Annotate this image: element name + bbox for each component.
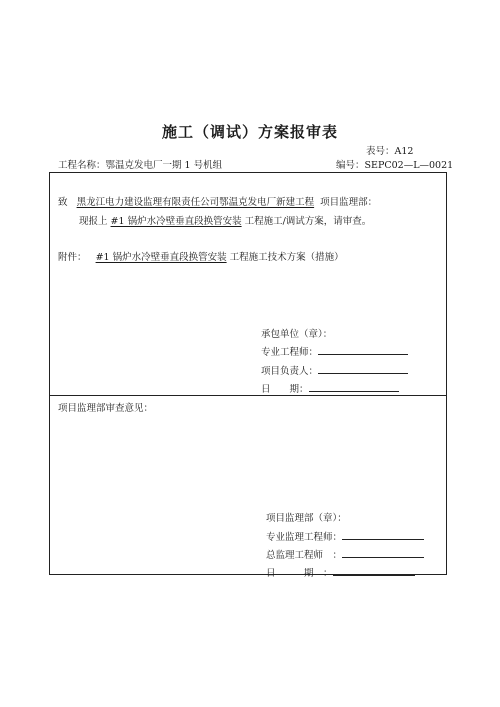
manager-signature-line[interactable] [318,364,408,374]
project-name: 鄂温克发电厂一期 1 号机组 [105,160,223,171]
addressee-line [58,194,377,208]
review-date-line[interactable] [333,566,415,576]
chief-label: 总监理工程师 ： [266,550,343,561]
chief-signature-line[interactable] [342,548,424,558]
supervisor-signature-line[interactable] [342,530,424,540]
chief-row [266,547,424,561]
engineer-row [261,344,408,358]
section-divider [49,395,447,396]
contractor-seal: 承包单位（章）： [261,329,333,340]
project-name-row [58,157,222,171]
attach-label: 附件： [58,252,87,263]
review-date-row [266,565,415,579]
attachment-line [58,249,344,263]
review-date-label: 日 期 ： [266,568,333,579]
date-row [261,381,399,395]
review-heading: 项目监理部审查意见： [58,403,154,414]
supervisor-row [266,529,424,543]
submission-line [79,213,371,227]
project-label: 工程名称： [58,160,106,171]
attach-item: #1 锅炉水冷壁垂直段换管安装 [95,252,227,263]
date-label: 日 期： [261,384,309,395]
date-line[interactable] [309,382,399,392]
form-number: 表号：A12 [366,146,414,157]
to-prefix: 致 [58,197,68,208]
manager-row [261,363,408,377]
submit-item: #1 锅炉水冷壁垂直段换管安装 [110,216,242,227]
submit-prefix: 现报上 [79,216,108,227]
recipient-suffix: 项目监理部： [320,197,378,208]
supervisor-label: 专业监理工程师： [266,532,343,543]
recipient-name: 黑龙江电力建设监理有限责任公司鄂温克发电厂新建工程 [76,197,315,208]
engineer-signature-line[interactable] [318,345,408,355]
manager-label: 项目负责人： [261,366,319,377]
form-title: 施工（调试）方案报审表 [161,123,338,141]
serial-number: 编号：SEPC02—L—0021 [336,160,454,171]
attach-suffix: 工程施工技术方案（措施） [229,252,344,263]
supervision-dept-seal: 项目监理部（章）： [266,513,347,524]
submit-suffix: 工程施工/调试方案，请审查。 [244,216,372,227]
engineer-label: 专业工程师： [261,347,319,358]
